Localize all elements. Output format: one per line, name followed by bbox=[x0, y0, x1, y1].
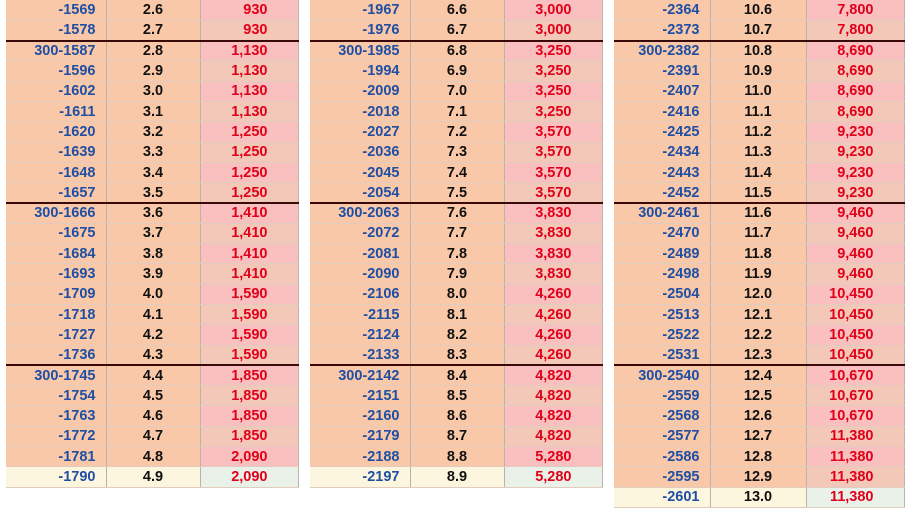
price-cell: 1,590 bbox=[200, 345, 298, 365]
price-cell: 10,670 bbox=[806, 406, 904, 426]
price-cell: 1,130 bbox=[200, 41, 298, 61]
size-cell: 11.6 bbox=[710, 203, 806, 223]
size-cell: 7.6 bbox=[410, 203, 504, 223]
price-cell: 10,670 bbox=[806, 365, 904, 385]
part-number-cell: -2090 bbox=[310, 264, 410, 284]
table-row bbox=[310, 406, 602, 426]
part-number-cell: -1772 bbox=[6, 426, 106, 446]
size-cell: 3.1 bbox=[106, 101, 200, 121]
table-row bbox=[6, 122, 298, 142]
part-number-cell: -2586 bbox=[614, 447, 710, 467]
price-cell: 11,380 bbox=[806, 467, 904, 487]
size-cell: 11.9 bbox=[710, 264, 806, 284]
price-cell: 3,000 bbox=[504, 20, 602, 40]
size-cell: 4.7 bbox=[106, 426, 200, 446]
price-cell: 4,820 bbox=[504, 406, 602, 426]
table-row bbox=[6, 223, 298, 243]
price-cell: 9,460 bbox=[806, 244, 904, 264]
price-cell: 930 bbox=[200, 20, 298, 40]
part-number-cell: -1675 bbox=[6, 223, 106, 243]
price-cell: 1,130 bbox=[200, 61, 298, 81]
part-number-cell: -2160 bbox=[310, 406, 410, 426]
table-row bbox=[6, 345, 298, 365]
part-number-cell: -1620 bbox=[6, 122, 106, 142]
size-cell: 8.4 bbox=[410, 365, 504, 385]
size-cell: 6.8 bbox=[410, 41, 504, 61]
part-number-cell: -1639 bbox=[6, 142, 106, 162]
size-cell: 8.8 bbox=[410, 447, 504, 467]
table-row bbox=[6, 41, 298, 61]
table-row bbox=[6, 20, 298, 40]
size-cell: 10.8 bbox=[710, 41, 806, 61]
part-number-cell: -1578 bbox=[6, 20, 106, 40]
part-number-cell: -2133 bbox=[310, 345, 410, 365]
part-number-cell: 300-2461 bbox=[614, 203, 710, 223]
part-number-cell: -2179 bbox=[310, 426, 410, 446]
table-row bbox=[6, 101, 298, 121]
part-number-cell: -2188 bbox=[310, 447, 410, 467]
part-number-cell: -1657 bbox=[6, 183, 106, 203]
price-cell: 3,570 bbox=[504, 162, 602, 182]
price-cell: 1,410 bbox=[200, 203, 298, 223]
price-cell: 4,260 bbox=[504, 284, 602, 304]
size-cell: 3.7 bbox=[106, 223, 200, 243]
price-cell: 7,800 bbox=[806, 0, 904, 20]
part-number-cell: -2072 bbox=[310, 223, 410, 243]
size-cell: 3.9 bbox=[106, 264, 200, 284]
size-cell: 11.2 bbox=[710, 122, 806, 142]
price-cell: 1,590 bbox=[200, 325, 298, 345]
price-cell: 1,410 bbox=[200, 264, 298, 284]
part-number-cell: -1781 bbox=[6, 447, 106, 467]
table-row bbox=[310, 183, 602, 203]
table-row bbox=[6, 162, 298, 182]
size-cell: 11.7 bbox=[710, 223, 806, 243]
table-row bbox=[614, 467, 904, 487]
part-number-cell: -2045 bbox=[310, 162, 410, 182]
size-cell: 12.3 bbox=[710, 345, 806, 365]
price-cell: 2,090 bbox=[200, 467, 298, 487]
table-row bbox=[614, 0, 904, 20]
size-cell: 4.5 bbox=[106, 386, 200, 406]
part-number-cell: -1967 bbox=[310, 0, 410, 20]
price-cell: 11,380 bbox=[806, 447, 904, 467]
price-cell: 4,820 bbox=[504, 365, 602, 385]
size-cell: 4.4 bbox=[106, 365, 200, 385]
size-cell: 2.8 bbox=[106, 41, 200, 61]
size-cell: 3.4 bbox=[106, 162, 200, 182]
price-cell: 9,230 bbox=[806, 162, 904, 182]
part-number-cell: -1976 bbox=[310, 20, 410, 40]
table-row bbox=[310, 0, 602, 20]
size-cell: 8.2 bbox=[410, 325, 504, 345]
price-cell: 8,690 bbox=[806, 101, 904, 121]
part-number-cell: -2407 bbox=[614, 81, 710, 101]
price-cell: 3,250 bbox=[504, 61, 602, 81]
table-row bbox=[310, 304, 602, 324]
price-table-panel-3 bbox=[614, 0, 905, 508]
table-row bbox=[310, 223, 602, 243]
price-cell: 10,670 bbox=[806, 386, 904, 406]
price-cell: 1,250 bbox=[200, 122, 298, 142]
table-row bbox=[614, 101, 904, 121]
part-number-cell: -1569 bbox=[6, 0, 106, 20]
table-row bbox=[310, 325, 602, 345]
price-cell: 10,450 bbox=[806, 325, 904, 345]
table-row bbox=[6, 183, 298, 203]
size-cell: 2.6 bbox=[106, 0, 200, 20]
table-row bbox=[310, 61, 602, 81]
part-number-cell: -2498 bbox=[614, 264, 710, 284]
price-cell: 3,830 bbox=[504, 264, 602, 284]
price-cell: 3,250 bbox=[504, 41, 602, 61]
table-row bbox=[310, 365, 602, 385]
part-number-cell: 300-2063 bbox=[310, 203, 410, 223]
table-row bbox=[310, 41, 602, 61]
part-number-cell: -2443 bbox=[614, 162, 710, 182]
price-cell: 4,260 bbox=[504, 325, 602, 345]
table-row bbox=[310, 264, 602, 284]
price-cell: 9,460 bbox=[806, 264, 904, 284]
table-row bbox=[6, 203, 298, 223]
price-cell: 3,000 bbox=[504, 0, 602, 20]
part-number-cell: -1602 bbox=[6, 81, 106, 101]
part-number-cell: -1693 bbox=[6, 264, 106, 284]
part-number-cell: -2364 bbox=[614, 0, 710, 20]
size-cell: 4.3 bbox=[106, 345, 200, 365]
part-number-cell: -1648 bbox=[6, 162, 106, 182]
table-row bbox=[6, 284, 298, 304]
size-cell: 8.7 bbox=[410, 426, 504, 446]
size-cell: 3.6 bbox=[106, 203, 200, 223]
table-row bbox=[310, 81, 602, 101]
size-cell: 3.0 bbox=[106, 81, 200, 101]
table-row bbox=[6, 426, 298, 446]
part-number-cell: 300-1985 bbox=[310, 41, 410, 61]
table-row bbox=[614, 81, 904, 101]
price-cell: 3,250 bbox=[504, 81, 602, 101]
price-cell: 1,410 bbox=[200, 223, 298, 243]
part-number-cell: -2601 bbox=[614, 487, 710, 507]
price-cell: 1,850 bbox=[200, 365, 298, 385]
size-cell: 11.0 bbox=[710, 81, 806, 101]
size-cell: 4.8 bbox=[106, 447, 200, 467]
table-row bbox=[310, 20, 602, 40]
size-cell: 7.4 bbox=[410, 162, 504, 182]
part-number-cell: -1709 bbox=[6, 284, 106, 304]
size-cell: 6.6 bbox=[410, 0, 504, 20]
price-cell: 1,130 bbox=[200, 81, 298, 101]
table-row bbox=[614, 406, 904, 426]
table-row bbox=[614, 345, 904, 365]
table-row bbox=[614, 61, 904, 81]
table-row bbox=[6, 142, 298, 162]
price-cell: 3,250 bbox=[504, 101, 602, 121]
part-number-cell: -2009 bbox=[310, 81, 410, 101]
table-row bbox=[6, 325, 298, 345]
part-number-cell: -2036 bbox=[310, 142, 410, 162]
size-cell: 11.5 bbox=[710, 183, 806, 203]
price-cell: 9,460 bbox=[806, 203, 904, 223]
part-number-cell: 300-1745 bbox=[6, 365, 106, 385]
table-row bbox=[6, 264, 298, 284]
part-number-cell: -2018 bbox=[310, 101, 410, 121]
price-cell: 1,850 bbox=[200, 386, 298, 406]
size-cell: 10.6 bbox=[710, 0, 806, 20]
price-cell: 10,450 bbox=[806, 304, 904, 324]
part-number-cell: -2513 bbox=[614, 304, 710, 324]
price-cell: 3,830 bbox=[504, 244, 602, 264]
price-cell: 3,830 bbox=[504, 203, 602, 223]
table-row bbox=[310, 447, 602, 467]
size-cell: 7.5 bbox=[410, 183, 504, 203]
table-row bbox=[6, 304, 298, 324]
table-row bbox=[6, 467, 298, 487]
price-cell: 4,820 bbox=[504, 386, 602, 406]
size-cell: 8.3 bbox=[410, 345, 504, 365]
table-row bbox=[310, 345, 602, 365]
table-row bbox=[310, 386, 602, 406]
part-number-cell: -1611 bbox=[6, 101, 106, 121]
size-cell: 2.7 bbox=[106, 20, 200, 40]
table-row bbox=[614, 426, 904, 446]
size-cell: 12.6 bbox=[710, 406, 806, 426]
table-row bbox=[614, 386, 904, 406]
price-cell: 1,850 bbox=[200, 426, 298, 446]
table-row bbox=[614, 325, 904, 345]
part-number-cell: -2504 bbox=[614, 284, 710, 304]
table-row bbox=[6, 244, 298, 264]
size-cell: 3.3 bbox=[106, 142, 200, 162]
price-cell: 1,250 bbox=[200, 183, 298, 203]
price-cell: 11,380 bbox=[806, 487, 904, 507]
price-cell: 2,090 bbox=[200, 447, 298, 467]
part-number-cell: -2531 bbox=[614, 345, 710, 365]
part-number-cell: -1790 bbox=[6, 467, 106, 487]
price-cell: 1,130 bbox=[200, 101, 298, 121]
price-cell: 9,460 bbox=[806, 223, 904, 243]
part-number-cell: -2416 bbox=[614, 101, 710, 121]
price-table-panel-1 bbox=[6, 0, 299, 488]
size-cell: 12.2 bbox=[710, 325, 806, 345]
table-row bbox=[614, 142, 904, 162]
size-cell: 4.0 bbox=[106, 284, 200, 304]
size-cell: 7.8 bbox=[410, 244, 504, 264]
size-cell: 7.9 bbox=[410, 264, 504, 284]
table-row bbox=[614, 447, 904, 467]
size-cell: 7.1 bbox=[410, 101, 504, 121]
size-cell: 8.1 bbox=[410, 304, 504, 324]
price-cell: 5,280 bbox=[504, 467, 602, 487]
price-cell: 3,570 bbox=[504, 142, 602, 162]
size-cell: 4.9 bbox=[106, 467, 200, 487]
size-cell: 10.9 bbox=[710, 61, 806, 81]
size-cell: 12.7 bbox=[710, 426, 806, 446]
table-row bbox=[614, 223, 904, 243]
part-number-cell: 300-1587 bbox=[6, 41, 106, 61]
size-cell: 11.4 bbox=[710, 162, 806, 182]
price-cell: 1,590 bbox=[200, 284, 298, 304]
price-table bbox=[310, 0, 603, 488]
table-row bbox=[614, 244, 904, 264]
price-cell: 9,230 bbox=[806, 183, 904, 203]
size-cell: 12.8 bbox=[710, 447, 806, 467]
table-row bbox=[614, 365, 904, 385]
size-cell: 8.0 bbox=[410, 284, 504, 304]
price-cell: 3,570 bbox=[504, 183, 602, 203]
size-cell: 2.9 bbox=[106, 61, 200, 81]
table-row bbox=[6, 365, 298, 385]
table-row bbox=[614, 264, 904, 284]
part-number-cell: -2115 bbox=[310, 304, 410, 324]
size-cell: 8.6 bbox=[410, 406, 504, 426]
size-cell: 7.7 bbox=[410, 223, 504, 243]
table-row bbox=[310, 426, 602, 446]
table-row bbox=[614, 203, 904, 223]
table-row bbox=[614, 122, 904, 142]
part-number-cell: -2373 bbox=[614, 20, 710, 40]
part-number-cell: -2197 bbox=[310, 467, 410, 487]
size-cell: 12.0 bbox=[710, 284, 806, 304]
part-number-cell: -2568 bbox=[614, 406, 710, 426]
table-row bbox=[310, 142, 602, 162]
size-cell: 12.1 bbox=[710, 304, 806, 324]
table-row bbox=[6, 81, 298, 101]
table-row bbox=[614, 183, 904, 203]
price-cell: 10,450 bbox=[806, 345, 904, 365]
part-number-cell: -1684 bbox=[6, 244, 106, 264]
part-number-cell: -1596 bbox=[6, 61, 106, 81]
part-number-cell: -2391 bbox=[614, 61, 710, 81]
table-row bbox=[6, 386, 298, 406]
size-cell: 8.9 bbox=[410, 467, 504, 487]
price-cell: 8,690 bbox=[806, 81, 904, 101]
size-cell: 3.5 bbox=[106, 183, 200, 203]
size-cell: 11.3 bbox=[710, 142, 806, 162]
price-table bbox=[614, 0, 905, 508]
table-row bbox=[310, 122, 602, 142]
part-number-cell: 300-2382 bbox=[614, 41, 710, 61]
price-cell: 930 bbox=[200, 0, 298, 20]
part-number-cell: -1736 bbox=[6, 345, 106, 365]
size-cell: 4.6 bbox=[106, 406, 200, 426]
price-cell: 10,450 bbox=[806, 284, 904, 304]
part-number-cell: -2522 bbox=[614, 325, 710, 345]
table-row bbox=[614, 20, 904, 40]
price-cell: 1,410 bbox=[200, 244, 298, 264]
size-cell: 7.3 bbox=[410, 142, 504, 162]
size-cell: 4.2 bbox=[106, 325, 200, 345]
table-row bbox=[6, 61, 298, 81]
size-cell: 8.5 bbox=[410, 386, 504, 406]
part-number-cell: -2470 bbox=[614, 223, 710, 243]
size-cell: 11.1 bbox=[710, 101, 806, 121]
table-row bbox=[6, 0, 298, 20]
table-row bbox=[6, 406, 298, 426]
part-number-cell: -1754 bbox=[6, 386, 106, 406]
part-number-cell: -1763 bbox=[6, 406, 106, 426]
price-cell: 11,380 bbox=[806, 426, 904, 446]
price-cell: 4,820 bbox=[504, 426, 602, 446]
table-row bbox=[310, 162, 602, 182]
table-row bbox=[614, 162, 904, 182]
part-number-cell: 300-1666 bbox=[6, 203, 106, 223]
part-number-cell: -2452 bbox=[614, 183, 710, 203]
part-number-cell: -2081 bbox=[310, 244, 410, 264]
price-cell: 9,230 bbox=[806, 142, 904, 162]
part-number-cell: -2577 bbox=[614, 426, 710, 446]
price-cell: 4,260 bbox=[504, 304, 602, 324]
size-cell: 12.4 bbox=[710, 365, 806, 385]
part-number-cell: -2124 bbox=[310, 325, 410, 345]
size-cell: 4.1 bbox=[106, 304, 200, 324]
part-number-cell: -1718 bbox=[6, 304, 106, 324]
price-cell: 1,250 bbox=[200, 142, 298, 162]
table-row bbox=[6, 447, 298, 467]
part-number-cell: -2425 bbox=[614, 122, 710, 142]
price-cell: 3,570 bbox=[504, 122, 602, 142]
price-cell: 4,260 bbox=[504, 345, 602, 365]
part-number-cell: -2595 bbox=[614, 467, 710, 487]
part-number-cell: -1994 bbox=[310, 61, 410, 81]
size-cell: 3.8 bbox=[106, 244, 200, 264]
part-number-cell: -2489 bbox=[614, 244, 710, 264]
table-row bbox=[614, 487, 904, 507]
size-cell: 13.0 bbox=[710, 487, 806, 507]
table-row bbox=[310, 284, 602, 304]
price-cell: 5,280 bbox=[504, 447, 602, 467]
price-cell: 7,800 bbox=[806, 20, 904, 40]
table-row bbox=[310, 203, 602, 223]
size-cell: 12.9 bbox=[710, 467, 806, 487]
table-row bbox=[614, 304, 904, 324]
part-number-cell: -2054 bbox=[310, 183, 410, 203]
price-cell: 1,590 bbox=[200, 304, 298, 324]
part-number-cell: -1727 bbox=[6, 325, 106, 345]
size-cell: 11.8 bbox=[710, 244, 806, 264]
part-number-cell: -2559 bbox=[614, 386, 710, 406]
price-table-panel-2 bbox=[310, 0, 603, 488]
price-cell: 9,230 bbox=[806, 122, 904, 142]
price-cell: 8,690 bbox=[806, 41, 904, 61]
size-cell: 6.7 bbox=[410, 20, 504, 40]
part-number-cell: 300-2540 bbox=[614, 365, 710, 385]
size-cell: 7.2 bbox=[410, 122, 504, 142]
table-row bbox=[614, 284, 904, 304]
table-row bbox=[310, 244, 602, 264]
part-number-cell: -2106 bbox=[310, 284, 410, 304]
price-cell: 1,250 bbox=[200, 162, 298, 182]
size-cell: 7.0 bbox=[410, 81, 504, 101]
table-row bbox=[310, 467, 602, 487]
size-cell: 12.5 bbox=[710, 386, 806, 406]
price-cell: 1,850 bbox=[200, 406, 298, 426]
size-cell: 6.9 bbox=[410, 61, 504, 81]
table-row bbox=[310, 101, 602, 121]
price-table bbox=[6, 0, 299, 488]
part-number-cell: -2151 bbox=[310, 386, 410, 406]
price-cell: 3,830 bbox=[504, 223, 602, 243]
part-number-cell: -2027 bbox=[310, 122, 410, 142]
part-number-cell: 300-2142 bbox=[310, 365, 410, 385]
table-row bbox=[614, 41, 904, 61]
price-cell: 8,690 bbox=[806, 61, 904, 81]
size-cell: 3.2 bbox=[106, 122, 200, 142]
part-number-cell: -2434 bbox=[614, 142, 710, 162]
size-cell: 10.7 bbox=[710, 20, 806, 40]
